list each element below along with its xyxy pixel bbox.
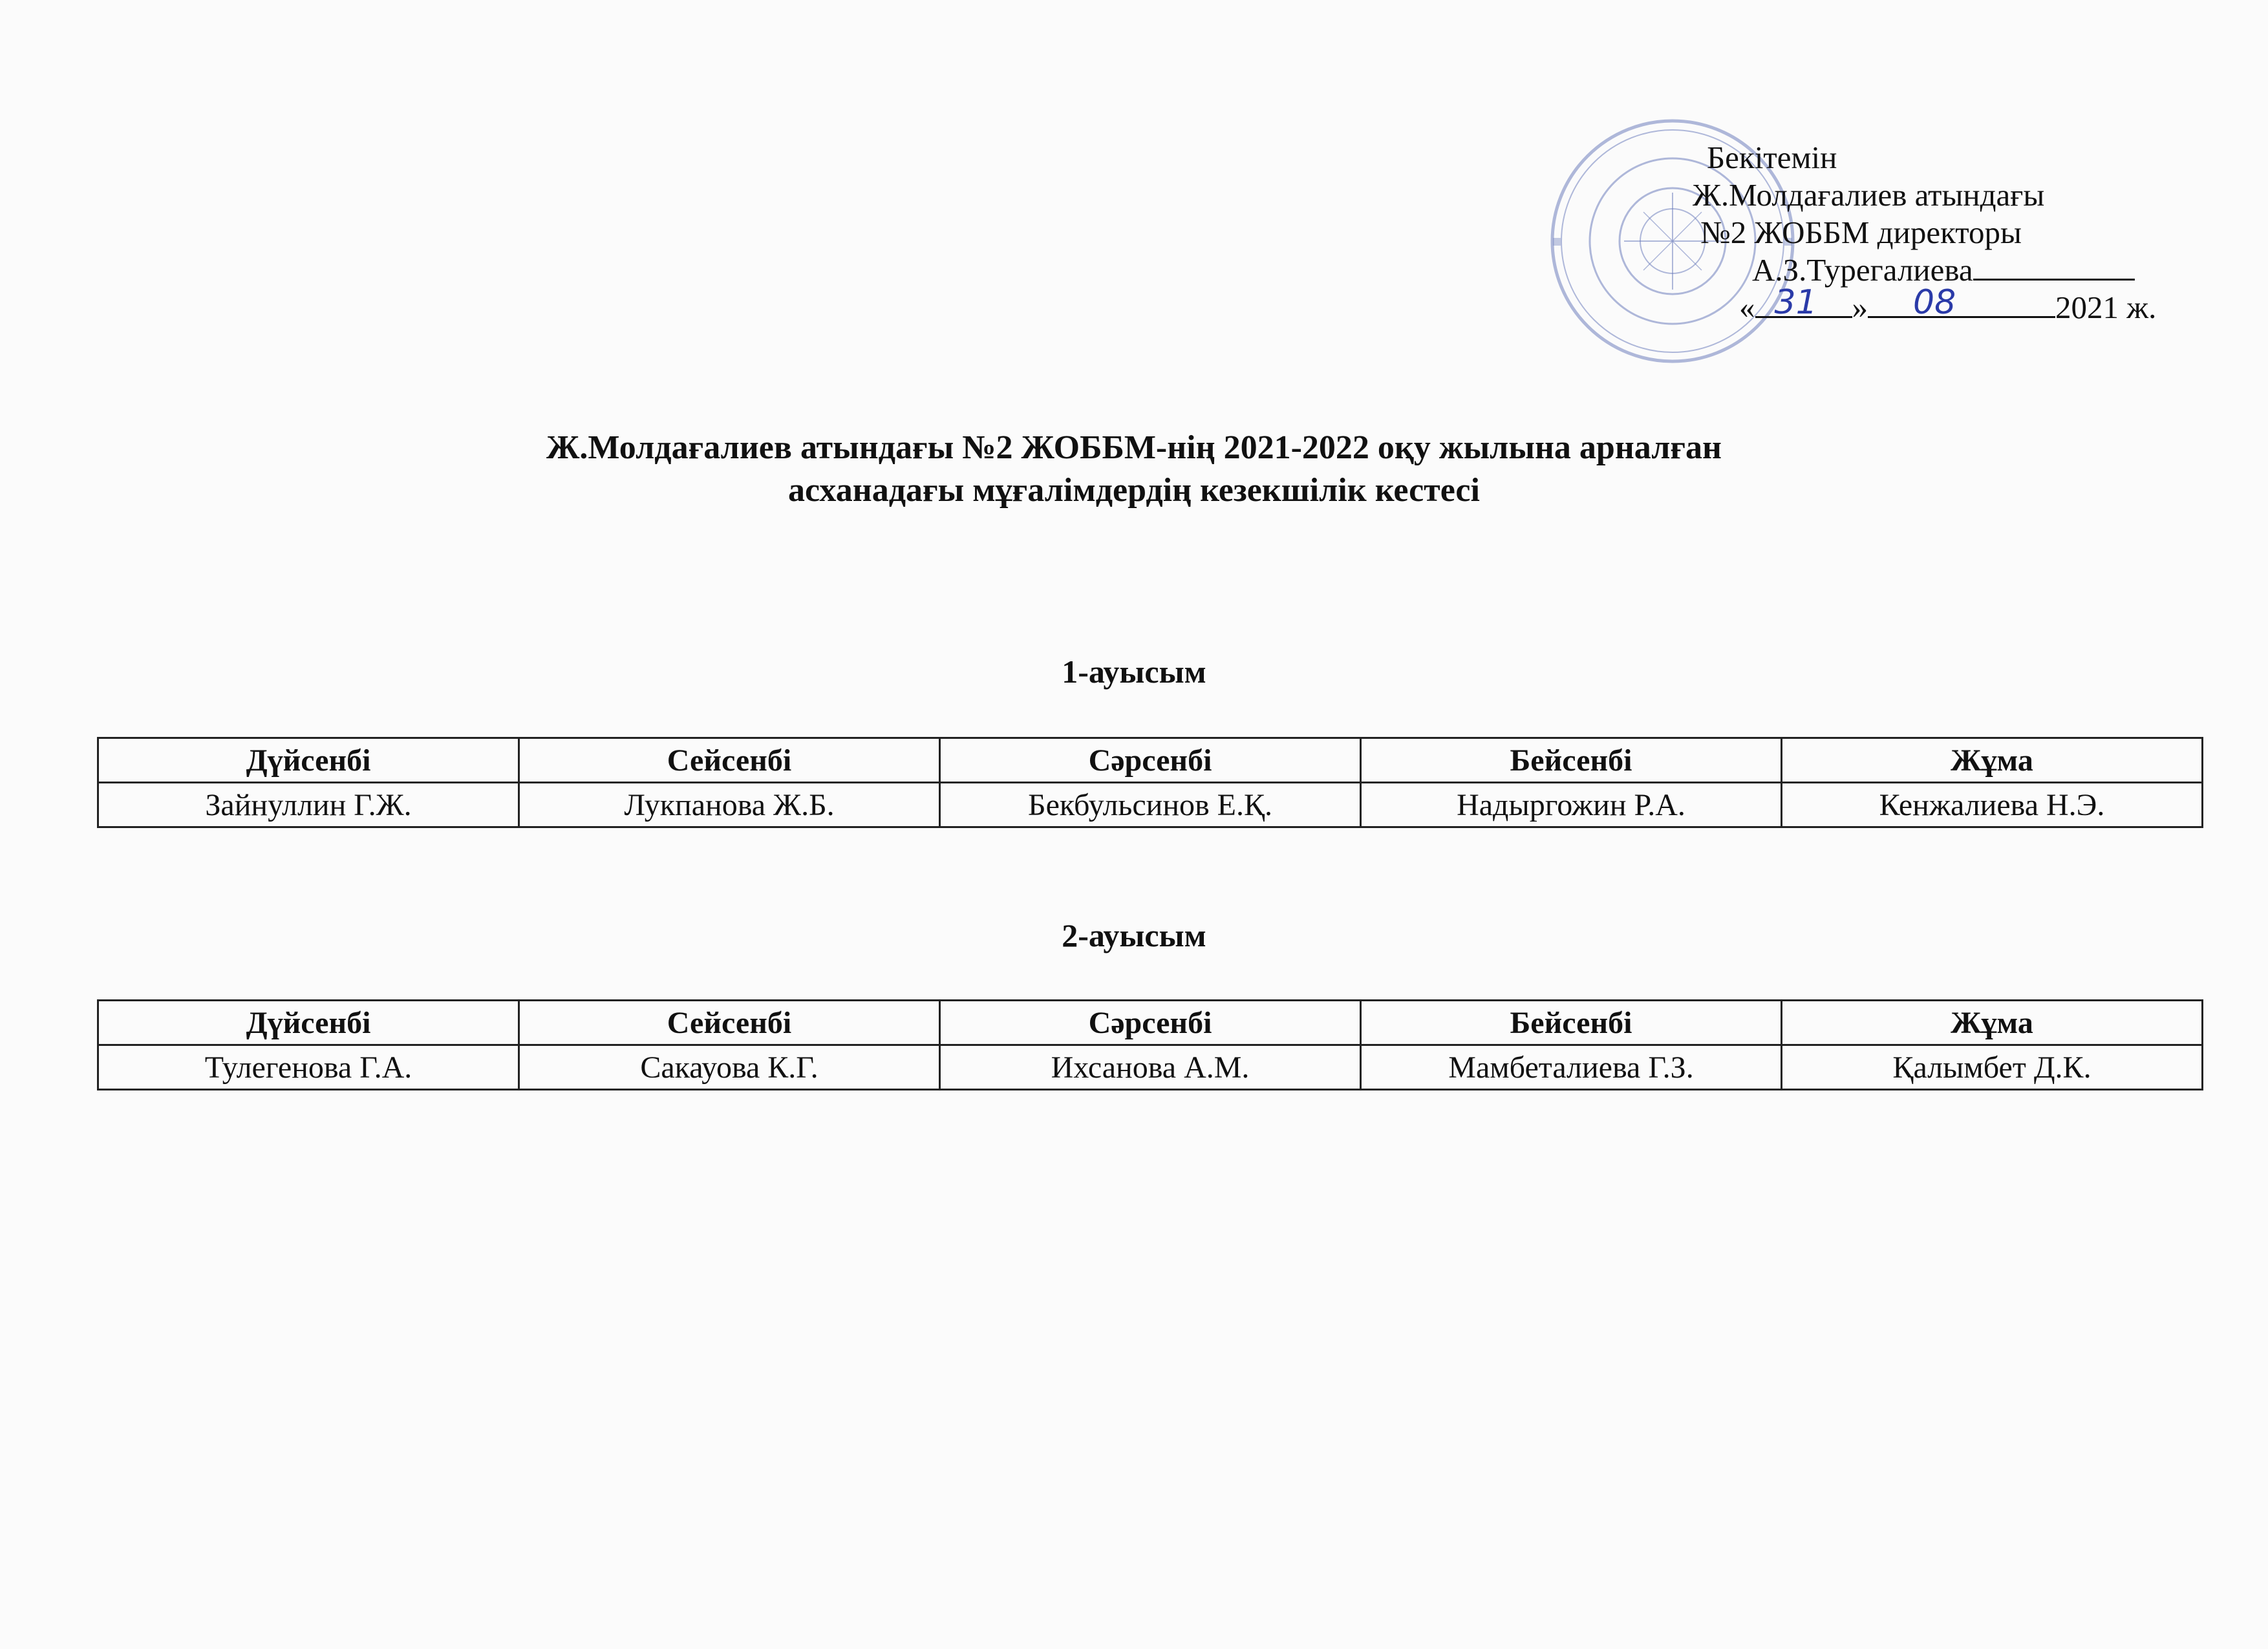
table-row	[98, 783, 2203, 827]
date-close-quote: »	[1852, 290, 1868, 325]
day-header: Бейсенбі	[1361, 738, 1782, 783]
approval-block	[1667, 139, 2236, 326]
shift-2-table	[97, 999, 2203, 1090]
approval-school: Ж.Молдағалиев атындағы	[1693, 177, 2045, 213]
day-header: Жұма	[1782, 738, 2203, 783]
teacher-cell: Сакауова К.Г.	[519, 1045, 940, 1090]
date-month: 08	[1913, 283, 1956, 322]
teacher-cell: Бекбульсинов Е.Қ.	[940, 783, 1361, 827]
title-line-2: асханадағы мұғалімдердің кезекшілік кестесі	[788, 472, 1480, 509]
day-header: Жұма	[1782, 1001, 2203, 1045]
date-month-field	[1868, 283, 2055, 322]
day-header: Сейсенбі	[519, 1001, 940, 1045]
date-open-quote: «	[1739, 290, 1755, 325]
date-day: 31	[1774, 283, 1817, 322]
day-header: Дүйсенбі	[98, 1001, 519, 1045]
teacher-cell: Тулегенова Г.А.	[98, 1045, 519, 1090]
shift-2-heading: 2-ауысым	[1062, 917, 1206, 953]
day-header: Сәрсенбі	[940, 1001, 1361, 1045]
director-name: А.З.Турегалиева	[1752, 252, 1973, 288]
day-header: Сәрсенбі	[940, 738, 1361, 783]
approval-date	[1667, 283, 2236, 326]
shift-1-table	[97, 737, 2203, 828]
approval-heading: Бекітемін	[1707, 140, 1837, 175]
teacher-cell: Зайнуллин Г.Ж.	[98, 783, 519, 827]
shift-1-heading: 1-ауысым	[1062, 654, 1206, 690]
teacher-cell: Қалымбет Д.К.	[1782, 1045, 2203, 1090]
table-header-row	[98, 738, 2203, 783]
day-header: Бейсенбі	[1361, 1001, 1782, 1045]
title-line-1: Ж.Молдағалиев атындағы №2 ЖОББМ-нің 2021-2022 оқу жылына арналған	[546, 429, 1722, 466]
document-title	[0, 427, 2268, 512]
date-year: 2021 ж.	[2055, 290, 2157, 325]
day-header: Дүйсенбі	[98, 738, 519, 783]
teacher-cell: Лукпанова Ж.Б.	[519, 783, 940, 827]
date-day-field	[1755, 283, 1852, 322]
teacher-cell: Ихсанова А.М.	[940, 1045, 1361, 1090]
teacher-cell: Надыргожин Р.А.	[1361, 783, 1782, 827]
day-header: Сейсенбі	[519, 738, 940, 783]
teacher-cell: Мамбеталиева Г.З.	[1361, 1045, 1782, 1090]
approval-position: №2 ЖОББМ директоры	[1700, 215, 2022, 250]
table-header-row	[98, 1001, 2203, 1045]
signature-line	[1973, 251, 2135, 281]
table-row	[98, 1045, 2203, 1090]
teacher-cell: Кенжалиева Н.Э.	[1782, 783, 2203, 827]
